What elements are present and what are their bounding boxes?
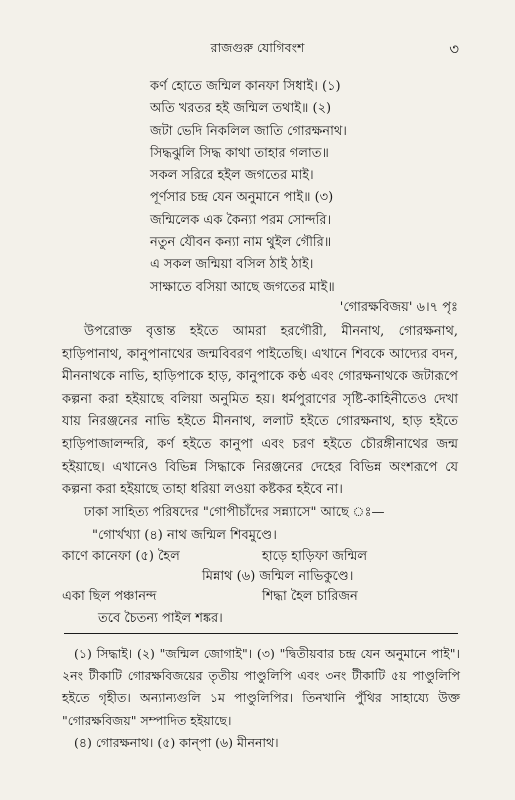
page-header: [0, 40, 515, 60]
verse-line: পূর্ণসার চন্দ্র যেন অনুমানে পাই॥ (৩): [150, 190, 334, 206]
footnote-divider: [64, 633, 458, 634]
verse-line: নতুন যৌবন কন্যা নাম থুইল গৌরি॥: [150, 235, 332, 251]
verse-line: সাক্ষাতে বসিয়া আছে জগতের মাই॥: [150, 279, 335, 295]
footnote-text: (১) সিদ্ধাই। (২) "জন্মিল জোগাই"। (৩) "দ্বিতীয়বার চন্দ্র যেন অনুমানে পাই"। ২নং টীকাটি গোরক্ষবিজয়ের তৃতীয় পাণ্ডুলিপি এবং ৩নং টীকাটি ৫য় পাণ্ডুলিপি হইতে গৃহীত। অন্যান্যগুলি ১ম পাণ্ডুলিপির। তিনখানি পুঁথির সাহায্যে উক্ত "গোরক্ষবিজয়" সম্পাদিত হইয়াছে।: [62, 646, 460, 728]
verse-line: অতি খরতর হই জন্মিল তথাই॥ (২): [150, 101, 332, 117]
poem-line: মিন্নাথ (৬) জন্মিল নাভিকুণ্ডে।: [202, 569, 354, 584]
poem-line: তবে চৈতন্য পাইল শঙ্কর।: [98, 611, 223, 626]
poem-line: "গোর্খখ্যা (৪) নাথ জন্মিল শিবমুণ্ডে।: [92, 528, 277, 543]
verse-line: কর্ণ হোতে জন্মিল কানফা সিধাই। (১): [150, 79, 341, 94]
poem-line: একা ছিল পঞ্চানন্দ: [62, 589, 157, 604]
poem-intro: ঢাকা সাহিত্য পরিষদের "গোপীচাঁদের সন্ন্যাসে" আছে ঃ—: [84, 505, 385, 520]
verse-source-citation: 'গোরক্ষবিজয়' ৬।৭ পৃঃ: [339, 300, 458, 315]
poem-line: হাড়ে হাড়িফা জন্মিল: [262, 549, 368, 564]
verse-line: জটা ভেদি নিকলিল জাতি গোরক্ষনাথ।: [150, 123, 347, 139]
page-number: ৩: [449, 40, 459, 58]
footnotes: [62, 643, 460, 754]
running-head: রাজগুরু যোগিবংশ: [210, 40, 305, 55]
verse-line: সিদ্ধঝুলি সিদ্ধ কাথা তাহার গলাত॥: [150, 145, 329, 161]
verse-line: জন্মিলেক এক কৈন্যা পরম সোন্দরি।: [150, 212, 332, 228]
verse-line: এ সকল জন্মিয়া বসিল ঠাই ঠাই।: [150, 257, 314, 273]
poem-line: কাণে কানেফা (৫) হৈল: [62, 549, 180, 564]
body-paragraph: উপরোক্ত বৃত্তান্ত হইতে আমরা হরগৌরী, মীননাথ, গোরক্ষনাথ, হাড়িপানাথ, কানুপানাথের জন্মবিবরণ পাইতেছি। এখানে শিবকে আদ্যের বদন, মীননাথকে নাভি, হাড়িপাকে হাড়, কানুপাকে কণ্ঠ এবং গোরক্ষনাথকে জটারূপে কল্পনা করা হইয়াছে বলিয়া অনুমিত হয়। ধর্মপুরাণের সৃষ্টি-কাহিনীতেও দেখা যায় নিরঞ্জনের নাভি হইতে মীননাথ, ললাট হইতে গোরক্ষনাথ, হাড় হইতে হাড়িপাজালন্দরি, কর্ণ হইতে কানুপা এবং চরণ হইতে চৌরঙ্গীনাথের জন্ম হইয়াছে। এখানেও বিভিন্ন সিদ্ধাকে নিরঞ্জনের দেহের বিভিন্ন অংশরূপে যে কল্পনা করা হইয়াছে তাহা ধরিয়া লওয়া কষ্টকর হইবে না।: [62, 324, 458, 498]
footnote-text: (৪) গোরক্ষনাথ। (৫) কান্‌পা (৬) মীননাথ।: [74, 734, 279, 750]
poem-line: শিদ্ধা হৈল চারিজন: [262, 589, 358, 604]
verse-block: [150, 76, 470, 299]
verse-line: সকল সরিরে হইল জগতের মাই।: [150, 168, 314, 184]
